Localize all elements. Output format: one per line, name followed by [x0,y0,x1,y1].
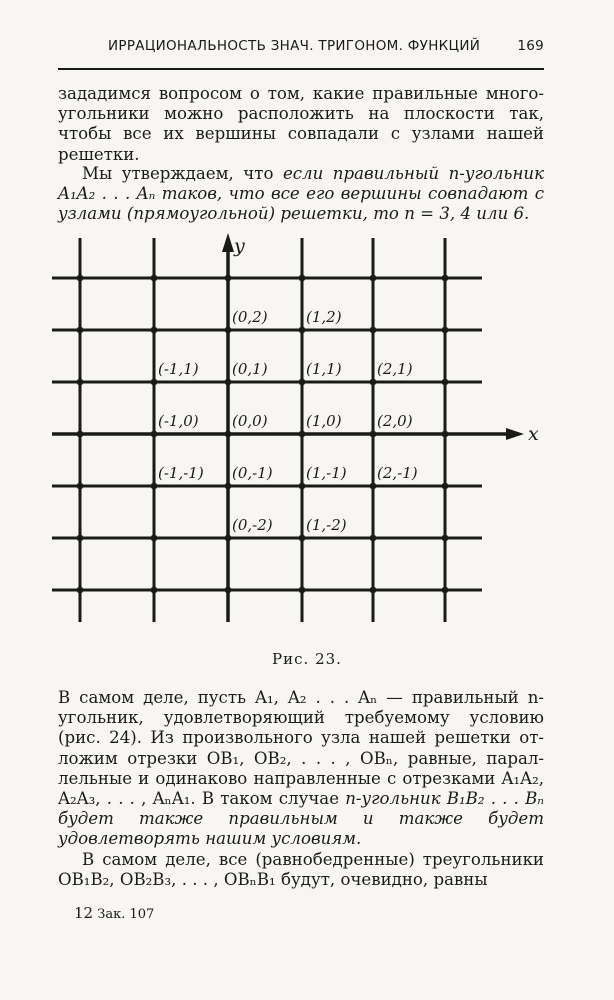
signature-number: 12 [74,904,94,922]
node-label: (2,1) [377,360,413,378]
lattice-node [151,327,158,334]
lattice-node [151,275,158,282]
lattice-node [77,483,84,490]
x-axis-arrow [506,428,524,440]
paragraph-2-lead: Мы утверждаем, что [82,164,283,183]
node-label: (-1,0) [158,412,199,430]
lattice-node [442,587,449,594]
lattice-node [299,379,306,386]
lattice-node [299,327,306,334]
running-title: ИРРАЦИОНАЛЬНОСТЬ ЗНАЧ. ТРИГОНОМ. ФУНКЦИЙ [108,38,481,54]
lattice-node [151,535,158,542]
node-label: (1,-1) [306,464,347,482]
page-number: 169 [517,38,544,54]
lattice-node [299,483,306,490]
lattice-node [77,379,84,386]
figure-caption: Рис. 23. [272,650,342,668]
node-label: (2,0) [377,412,413,430]
node-label: (-1,1) [158,360,199,378]
lattice-node [151,483,158,490]
node-label: (1,1) [306,360,342,378]
lattice-node [442,535,449,542]
node-label: (0,1) [232,360,268,378]
lattice-node [370,535,377,542]
node-labels [158,308,418,534]
paragraph-3 [58,688,544,850]
lattice-node [151,587,158,594]
lattice-node [299,587,306,594]
x-axis-label: x [528,423,539,445]
paragraph-4: В самом деле, все (равнобедренные) треугольники OB₁B₂, OB₂B₃, . . . , OBₙB₁ будут, очевидно, равны [58,850,544,890]
lattice-node [77,275,84,282]
lattice-node [299,535,306,542]
lattice-node [442,327,449,334]
node-label: (1,2) [306,308,342,326]
axes [52,233,524,622]
node-label: (-1,-1) [158,464,204,482]
y-axis-arrow [222,233,234,252]
signature-text: Зак. 107 [97,907,155,922]
lattice-node [77,587,84,594]
paragraph-3-italic: n-угольник B₁B₂ . . . Bₙ будет также правильным и также будет удовлетворять нашим условиям. [58,789,544,849]
grid-lines [52,238,482,622]
lattice-node [442,483,449,490]
lattice-node [370,587,377,594]
paragraph-2-claim: если правильный n-угольник A₁A₂ . . . Aₙ таков, что все его вершины совпадают с узлами (прямоугольной) решетки, то n = 3, 4 или 6. [58,164,544,224]
node-label: (0,0) [232,412,268,430]
node-label: (2,-1) [377,464,418,482]
lattice-node [370,483,377,490]
paragraph-1: зададимся вопросом о том, какие правильные многоугольники можно расположить на плоскости так, чтобы все их вершины совпадали с узлами нашей решетки. [58,84,544,164]
lattice-node [442,379,449,386]
lattice-node [370,327,377,334]
lattice-node [370,379,377,386]
lattice-node [151,379,158,386]
signature-mark [74,904,154,922]
lattice-node [370,275,377,282]
node-label: (0,-2) [232,516,273,534]
lattice-node [299,275,306,282]
node-label: (1,0) [306,412,342,430]
node-label: (0,-1) [232,464,273,482]
node-label: (0,2) [232,308,268,326]
paragraph-3-text: В самом деле, пусть A₁, A₂ . . . Aₙ — правильный n-угольник, удовлетворяющий требуемому условию (рис. 24). Из произвольного узла нашей решетки отложим отрезки OB₁, OB₂, . . . , OBₙ, равные, параллельные и одинаково направленные с отрезками A₁A₂, A₂A₃, . . . , AₙA₁. В таком случае [58,688,544,809]
node-label: (1,-2) [306,516,347,534]
lattice-node [442,275,449,282]
lattice-node [77,327,84,334]
y-axis-label: y [234,235,245,257]
lattice-node [77,535,84,542]
